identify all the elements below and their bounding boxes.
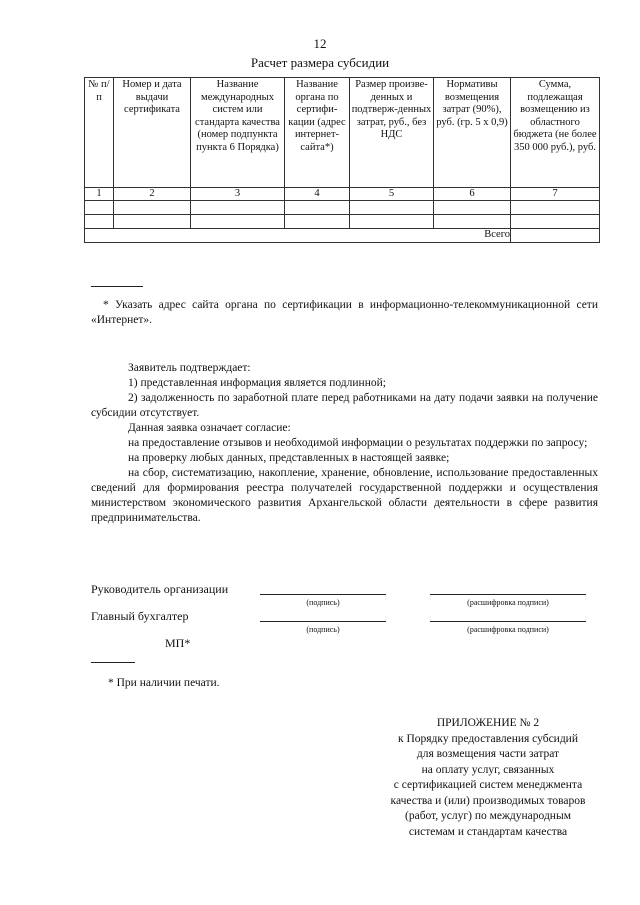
applicant-confirmation bbox=[91, 361, 598, 526]
decode-caption: (расшифровка подписи) bbox=[467, 625, 549, 634]
footnote-divider bbox=[91, 286, 143, 287]
sign-caption: (подпись) bbox=[306, 598, 340, 607]
header-cell: Размер произве-денных и подтверж-денных затрат, руб., без НДС bbox=[350, 78, 434, 188]
page-number: 12 bbox=[313, 36, 327, 51]
empty-cell bbox=[285, 215, 350, 229]
head-decode-line bbox=[430, 594, 586, 595]
appendix-block bbox=[352, 716, 624, 840]
empty-cell bbox=[511, 201, 600, 215]
empty-cell bbox=[191, 201, 285, 215]
header-cell: № п/п bbox=[85, 78, 114, 188]
head-signature-line bbox=[260, 594, 386, 595]
confirm-heading: Заявитель подтверждает: bbox=[128, 362, 251, 374]
column-number: 3 bbox=[191, 188, 285, 201]
total-row bbox=[85, 229, 600, 243]
empty-cell bbox=[114, 201, 191, 215]
column-number: 1 bbox=[85, 188, 114, 201]
column-number: 2 bbox=[114, 188, 191, 201]
appendix-line: на оплату услуг, связанных bbox=[421, 763, 555, 776]
appendix-line: для возмещения части затрат bbox=[416, 748, 560, 760]
confirm-item: 2) задолженность по заработной плате перед работниками на дату подачи заявки на получение субсидии отсутствует. bbox=[91, 392, 598, 419]
header-cell: Название международных систем или стандарта качества (номер подпункта пункта 6 Порядка) bbox=[191, 78, 285, 188]
consent-heading: Данная заявка означает согласие: bbox=[128, 422, 291, 434]
empty-cell bbox=[350, 201, 434, 215]
consent-item: на проверку любых данных, представленных в настоящей заявке; bbox=[128, 452, 450, 464]
appendix-title: ПРИЛОЖЕНИЕ № 2 bbox=[436, 717, 540, 729]
empty-cell bbox=[285, 201, 350, 215]
consent-item: на сбор, систематизацию, накопление, хранение, обновление, использование предоставленных сведений для формирования реестра получателей государственной поддержки и осуществления министерством экономического развития Архангельской области деятельности в сфере развития предпринимательства. bbox=[91, 467, 598, 524]
header-cell: Номер и дата выдачи сертификата bbox=[114, 78, 191, 188]
header-cell: Сумма, подлежащая возмещению из областного бюджета (не более 350 000 руб.), руб. bbox=[511, 78, 600, 188]
footnote-divider-2 bbox=[91, 662, 135, 663]
empty-cell bbox=[350, 215, 434, 229]
subsidy-calculation-table bbox=[84, 77, 600, 243]
appendix-line: к Порядку предоставления субсидий bbox=[398, 732, 578, 745]
empty-cell bbox=[85, 215, 114, 229]
appendix-line: системам и стандартам качества bbox=[408, 825, 568, 838]
empty-cell bbox=[434, 215, 511, 229]
header-cell: Нормативы возмещения затрат (90%), руб. (гр. 5 х 0,9) bbox=[434, 78, 511, 188]
appendix-line: (работ, услуг) по международным bbox=[405, 810, 571, 822]
empty-cell bbox=[191, 215, 285, 229]
head-signature-label: Руководитель организации bbox=[91, 582, 229, 596]
empty-cell bbox=[511, 215, 600, 229]
footnote-site: * Указать адрес сайта органа по сертификации в информационно-телекоммуникационной сети «Интернет». bbox=[91, 299, 598, 326]
total-value-cell bbox=[511, 229, 600, 243]
stamp-label: МП* bbox=[165, 636, 191, 650]
column-number-row bbox=[85, 188, 600, 201]
empty-cell bbox=[434, 201, 511, 215]
confirm-item: 1) представленная информация является подлинной; bbox=[128, 377, 386, 389]
column-number: 4 bbox=[285, 188, 350, 201]
accountant-signature-line bbox=[260, 621, 386, 622]
decode-caption: (расшифровка подписи) bbox=[467, 598, 549, 607]
accountant-decode-line bbox=[430, 621, 586, 622]
column-number: 5 bbox=[350, 188, 434, 201]
sign-caption: (подпись) bbox=[306, 625, 340, 634]
table-row bbox=[85, 201, 600, 215]
empty-cell bbox=[85, 201, 114, 215]
empty-cell bbox=[114, 215, 191, 229]
accountant-signature-label: Главный бухгалтер bbox=[91, 609, 189, 623]
consent-item: на предоставление отзывов и необходимой информации о результатах поддержки по запросу; bbox=[128, 437, 588, 449]
total-label: Всего bbox=[85, 229, 511, 243]
footnote-stamp: * При наличии печати. bbox=[108, 677, 220, 689]
appendix-line: качества и (или) производимых товаров bbox=[390, 794, 586, 807]
table-row bbox=[85, 215, 600, 229]
header-cell: Название органа по сертифи-кации (адрес интернет-сайта*) bbox=[285, 78, 350, 188]
appendix-line: с сертификацией систем менеджмента bbox=[393, 779, 583, 791]
column-number: 6 bbox=[434, 188, 511, 201]
table-title: Расчет размера субсидии bbox=[250, 55, 390, 70]
column-number: 7 bbox=[511, 188, 600, 201]
